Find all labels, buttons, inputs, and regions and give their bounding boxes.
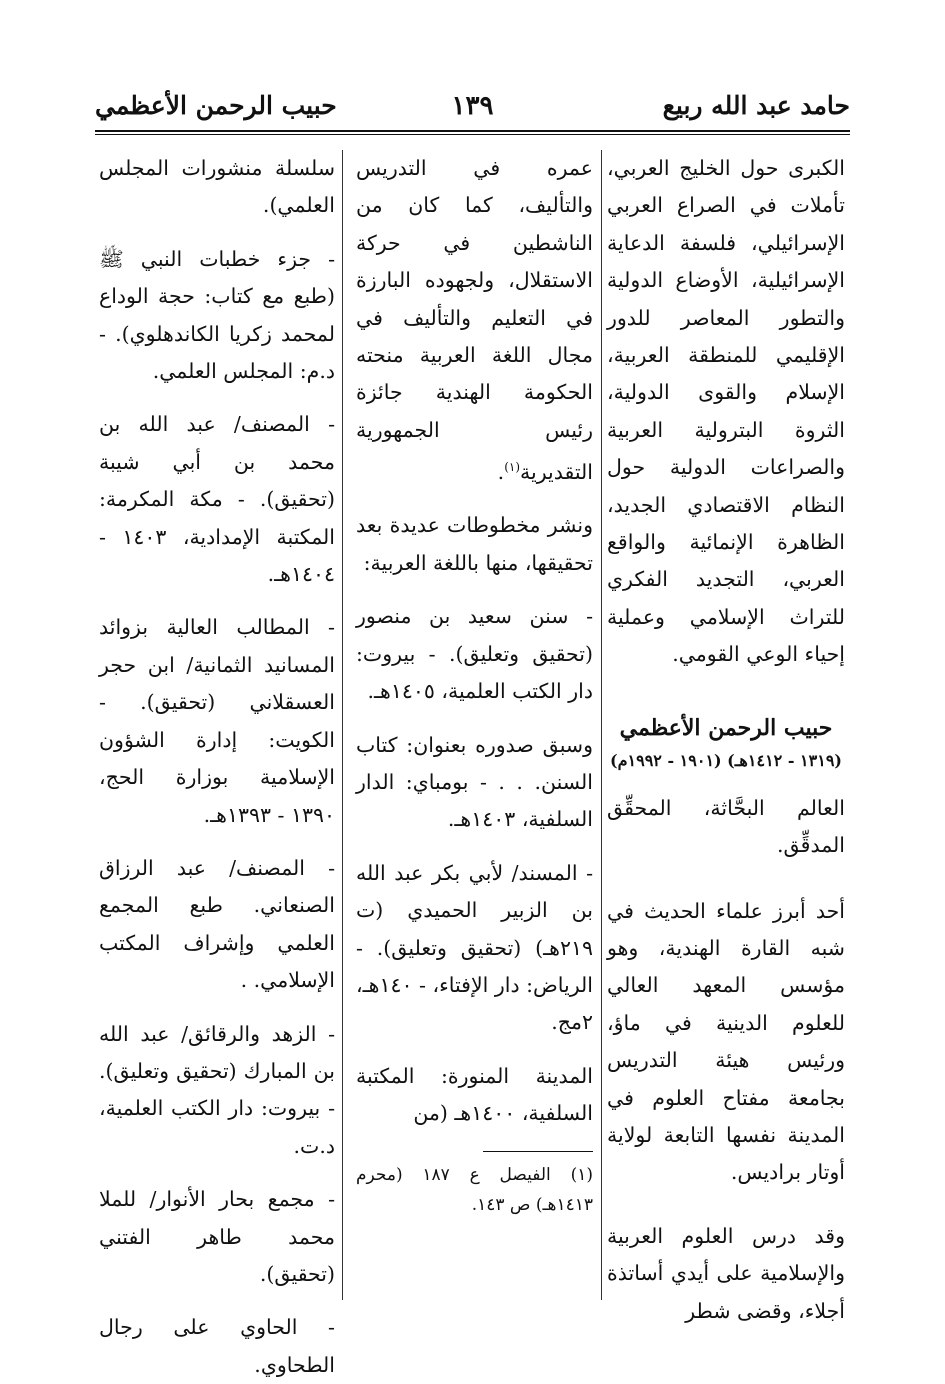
bibliography-entry: - مجمع بحار الأنوار/ للملا محمد طاهر الفتني (تحقيق). [99, 1187, 335, 1286]
bibliography-entry: - المطالب العالية بزوائد المسانيد الثمانية/ ابن حجر العسقلاني (تحقيق). - الكويت: إدارة الشؤون الإسلامية بوزارة الحج، ١٣٩٠ - ١٣٩٣هـ. [99, 615, 335, 827]
footnote-reference: (١) [504, 460, 521, 475]
header-author-name: حامد عبد الله ربيع [662, 91, 850, 120]
paragraph-text: عمره في التدريس والتأليف، كما كان من الناشطين في حركة الاستقلال، ولجهوده البارزة في التعليم والتأليف في مجال اللغة العربية منحته الحكومة الهندية جائزة رئيس الجمهورية التقديرية [356, 156, 593, 485]
section-title: حبيب الرحمن الأعظمي [619, 714, 833, 741]
paragraph: وسبق صدوره بعنوان: كتاب السنن. . . - بومباي: الدار السلفية، ١٤٠٣هـ. [356, 732, 593, 832]
column-divider-right [601, 150, 602, 1300]
column-right [607, 150, 845, 1330]
bibliography-entry: - جزء خطبات النبي ﷺ (طبع مع كتاب: حجة الوداع لمحمد زكريا الكاندهلوي). - د.م: المجلس العلمي. [99, 246, 335, 384]
section-dates: (١٣١٩ - ١٤١٢هـ) (١٩٠١ - ١٩٩٢م) [610, 750, 842, 770]
paragraph: المدينة المنورة: المكتبة السلفية، ١٤٠٠هـ (من [356, 1063, 593, 1126]
paragraph [356, 150, 593, 491]
column-divider-left [342, 150, 343, 1300]
column-middle [356, 150, 593, 1220]
bibliography-entry: - الزهد والرقائق/ عبد الله بن المبارك (تحقيق وتعليق). - بيروت: دار الكتب العلمية، د.ت. [99, 1021, 335, 1158]
bibliography-entry: - الحاوي على رجال الطحاوي. [99, 1315, 335, 1377]
bibliography-entry: - المصنف/ عبد الرزاق الصنعاني. طبع المجمع العلمي وإشراف المكتب الإسلامي. . [99, 855, 335, 993]
header-entry-title: حبيب الرحمن الأعظمي [95, 91, 337, 120]
paragraph: الكبرى حول الخليج العربي، تأملات في الصراع العربي الإسرائيلي، فلسفة الدعاية الإسرائيلية، الأوضاع الدولية والتطور المعاصر للدور الإقليمي للمنطقة العربية، الإسلام والقوى الدولية، الثروة البترولية العربية والصراعات الدولية حول النظام الاقتصادي الجديد، الظاهرة الإنمائية والواقع العربي، التجديد الفكري للتراث الإسلامي وعملية إحياء الوعي القومي. [607, 156, 845, 667]
paragraph-end: . [497, 460, 505, 485]
page-number: ١٣٩ [451, 91, 494, 121]
header-rule-thin [95, 134, 850, 135]
running-header [95, 88, 850, 128]
paragraph: وقد درس العلوم العربية والإسلامية على أيدي أساتذة أجلاء، وقضى شطر [607, 1223, 845, 1323]
footnote-rule [483, 1151, 593, 1152]
column-left [99, 150, 335, 1384]
footnote: (١) الفيصل ع ١٨٧ (محرم ١٤١٣هـ) ص ١٤٣. [356, 1164, 593, 1215]
paragraph: سلسلة منشورات المجلس العلمي). [99, 156, 335, 218]
paragraph: ونشر مخطوطات عديدة بعد تحقيقها، منها باللغة العربية: [356, 513, 593, 575]
bibliography-entry: - سنن سعيد بن منصور (تحقيق وتعليق). - بيروت: دار الكتب العلمية، ١٤٠٥هـ. [356, 604, 593, 704]
paragraph: العالم البحَّاثة، المحقِّق المدقِّق. [607, 795, 845, 858]
header-rule [95, 130, 850, 132]
paragraph: أحد أبرز علماء الحديث في شبه القارة الهندية، وهو مؤسس المعهد العالي للعلوم الدينية في ماؤ، ورئيس هيئة التدريس بجامعة مفتاح العلوم في المدينة نفسها التابعة لولاية أوتار براديس. [607, 898, 845, 1185]
bibliography-entry: - المصنف/ عبد الله بن محمد بن أبي شيبة (تحقيق). - مكة المكرمة: المكتبة الإمدادية، ١٤٠٣ - ١٤٠٤هـ. [99, 412, 335, 587]
bibliography-entry: - المسند/ لأبي بكر عبد الله بن الزبير الحميدي (ت ٢١٩هـ) (تحقيق وتعليق). - الرياض: دار الإفتاء، - ١٤٠هـ، ٢مج. [356, 860, 593, 1035]
